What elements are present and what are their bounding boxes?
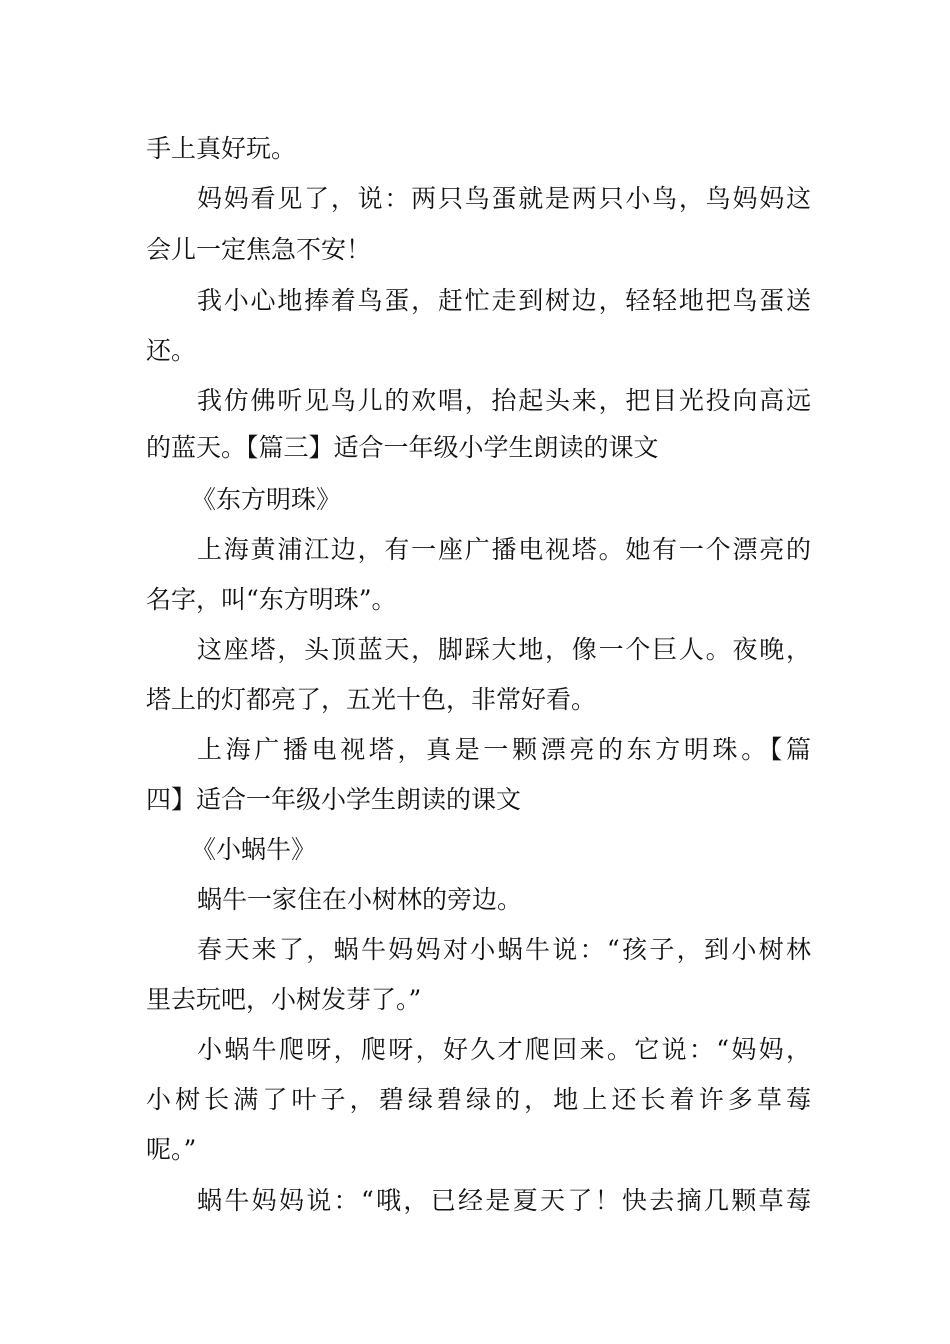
text-line: 还。 [146, 336, 197, 365]
text-line: 这座塔，头顶蓝天，脚踩大地，像一个巨人。夜晚， [197, 635, 811, 664]
text-line: 上海广播电视塔，真是一颗漂亮的东方明珠。【篇 [197, 735, 811, 764]
text-line: 名字，叫“东方明珠”。 [146, 585, 397, 614]
text-line: 妈妈看见了，说：两只鸟蛋就是两只小鸟，鸟妈妈这 [197, 184, 811, 213]
text-line: 小蜗牛爬呀，爬呀，好久才爬回来。它说：“妈妈， [197, 1035, 811, 1064]
text-line: 蜗牛妈妈说：“哦，已经是夏天了！快去摘几颗草莓 [197, 1186, 811, 1215]
text-line: 我仿佛听见鸟儿的欢唱，抬起头来，把目光投向高远 [197, 386, 811, 415]
text-line: 呢。” [146, 1135, 197, 1164]
section-title: 《小蜗牛》 [191, 835, 317, 864]
text-line: 蜗牛一家住在小树林的旁边。 [197, 885, 523, 914]
text-line: 里去玩吧，小树发芽了。” [146, 985, 422, 1014]
text-line: 四】适合一年级小学生朗读的课文 [146, 785, 522, 814]
text-line: 春天来了，蜗牛妈妈对小蜗牛说：“孩子，到小树林 [197, 935, 811, 964]
text-line: 塔上的灯都亮了，五光十色，非常好看。 [146, 685, 597, 714]
text-line: 会儿一定焦急不安！ [146, 235, 372, 264]
text-line: 我小心地捧着鸟蛋，赶忙走到树边，轻轻地把鸟蛋送 [197, 286, 811, 315]
text-line: 上海黄浦江边，有一座广播电视塔。她有一个漂亮的 [197, 535, 811, 564]
section-title: 《东方明珠》 [191, 485, 342, 514]
text-line: 的蓝天。【篇三】适合一年级小学生朗读的课文 [146, 433, 659, 462]
text-line: 手上真好玩。 [146, 134, 297, 163]
text-line: 小树长满了叶子，碧绿碧绿的，地上还长着许多草莓 [146, 1085, 811, 1114]
